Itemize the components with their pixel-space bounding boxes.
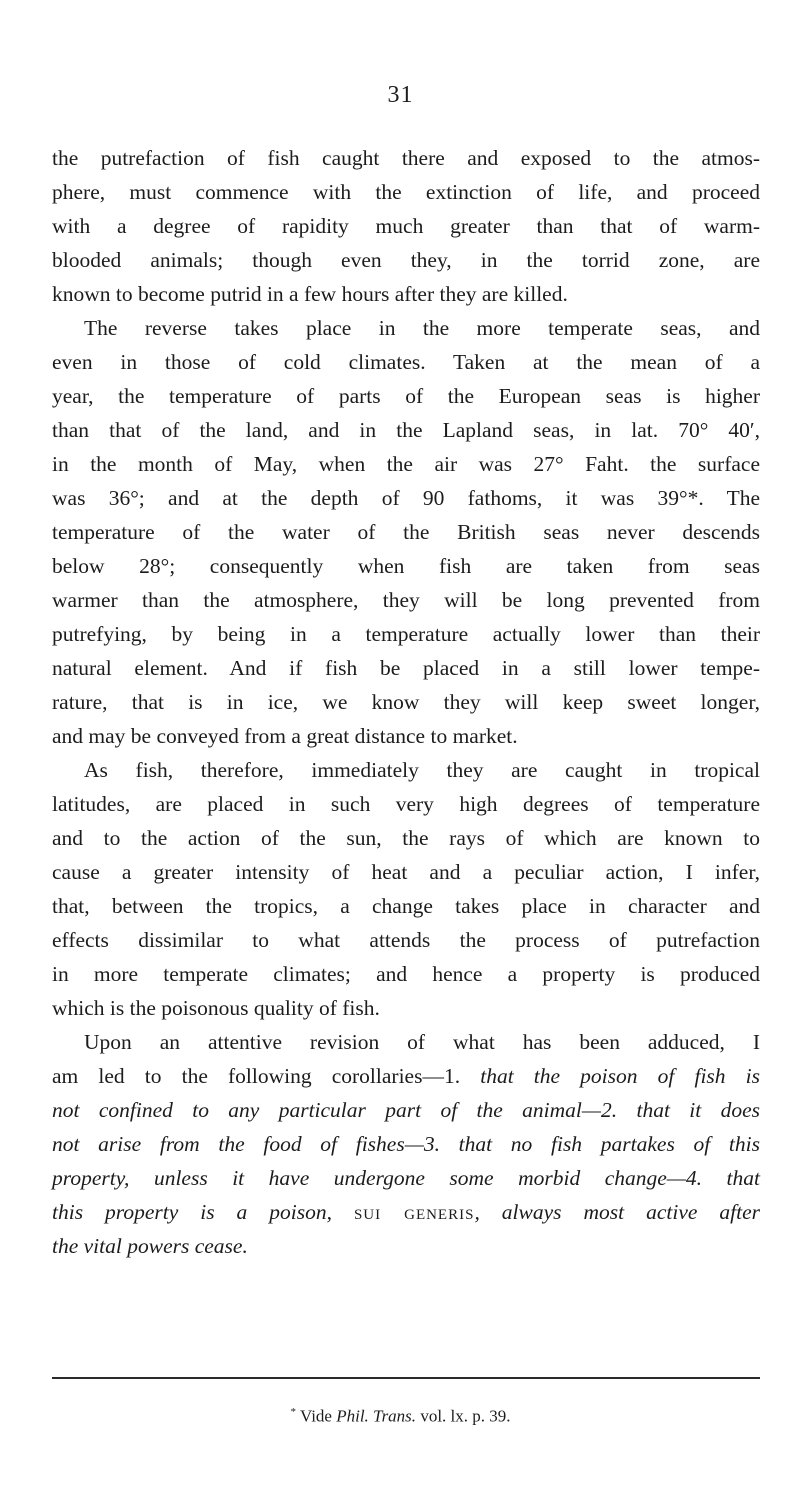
text-line: natural element. And if fish be placed in a still lower tempe- [52,656,760,680]
line-roman-part: am led to the following corollaries—1. [52,1064,481,1088]
text-line: known to become putrid in a few hours after they are killed. [52,282,568,306]
text-line: and to the action of the sun, the rays of which are known to [52,826,760,850]
line-italic-part: , always most active after [474,1200,760,1224]
text-line: than that of the land, and in the Lapland seas, in lat. 70° 40′, [52,418,760,442]
text-line: year, the temperature of parts of the European seas is higher [52,384,760,408]
text-line: was 36°; and at the depth of 90 fathoms, it was 39°*. The [52,486,760,510]
body-text [52,141,760,1263]
text-line: effects dissimilar to what attends the process of putrefaction [52,928,760,952]
footnote-reference: vol. lx. p. 39. [416,1406,511,1426]
footnote-mark: * [290,1406,296,1418]
line-italic-part: that the poison of fish is [480,1064,760,1088]
text-line: below 28°; consequently when fish are taken from seas [52,554,760,578]
text-line: rature, that is in ice, we know they will keep sweet longer, [52,690,760,714]
footnote-divider [52,1377,760,1379]
text-line: warmer than the atmosphere, they will be long prevented from [52,588,760,612]
text-line: temperature of the water of the British seas never descends [52,520,760,544]
footnote-work-title: Phil. Trans. [336,1406,417,1426]
text-line: phere, must commence with the extinction of life, and proceed [52,180,760,204]
italic-line: property, unless it have undergone some morbid change—4. that [52,1166,760,1190]
text-line: in more temperate climates; and hence a property is produced [52,962,760,986]
text-line: latitudes, are placed in such very high degrees of temperature [52,792,760,816]
italic-line: not arise from the food of fishes—3. that no fish partakes of this [52,1132,760,1156]
text-line: the putrefaction of fish caught there and exposed to the atmos- [52,146,760,170]
text-line [52,1059,760,1093]
footnote [0,1406,801,1427]
italic-line [52,1195,760,1229]
text-line: putrefying, by being in a temperature actually lower than their [52,622,760,646]
paragraph-start-line: Upon an attentive revision of what has been adduced, I [84,1030,760,1054]
line-italic-part: this property is a poison, [52,1200,354,1224]
footnote-prefix: Vide [299,1406,337,1426]
text-line: blooded animals; though even they, in the torrid zone, are [52,248,760,272]
text-line: cause a greater intensity of heat and a peculiar action, I infer, [52,860,760,884]
italic-line: not confined to any particular part of the animal—2. that it does [52,1098,760,1122]
paragraph-start-line: As fish, therefore, immediately they are caught in tropical [84,758,760,782]
page-number: 31 [387,82,414,108]
text-line: and may be conveyed from a great distance to market. [52,724,518,748]
italic-line: the vital powers cease. [52,1234,248,1258]
text-line: which is the poisonous quality of fish. [52,996,380,1020]
text-line: that, between the tropics, a change takes place in character and [52,894,760,918]
small-caps-term: sui generis [353,1200,475,1224]
paragraph-start-line: The reverse takes place in the more temperate seas, and [84,316,760,340]
text-line: in the month of May, when the air was 27° Faht. the surface [52,452,760,476]
text-line: even in those of cold climates. Taken at the mean of a [52,350,760,374]
text-line: with a degree of rapidity much greater than that of warm- [52,214,760,238]
